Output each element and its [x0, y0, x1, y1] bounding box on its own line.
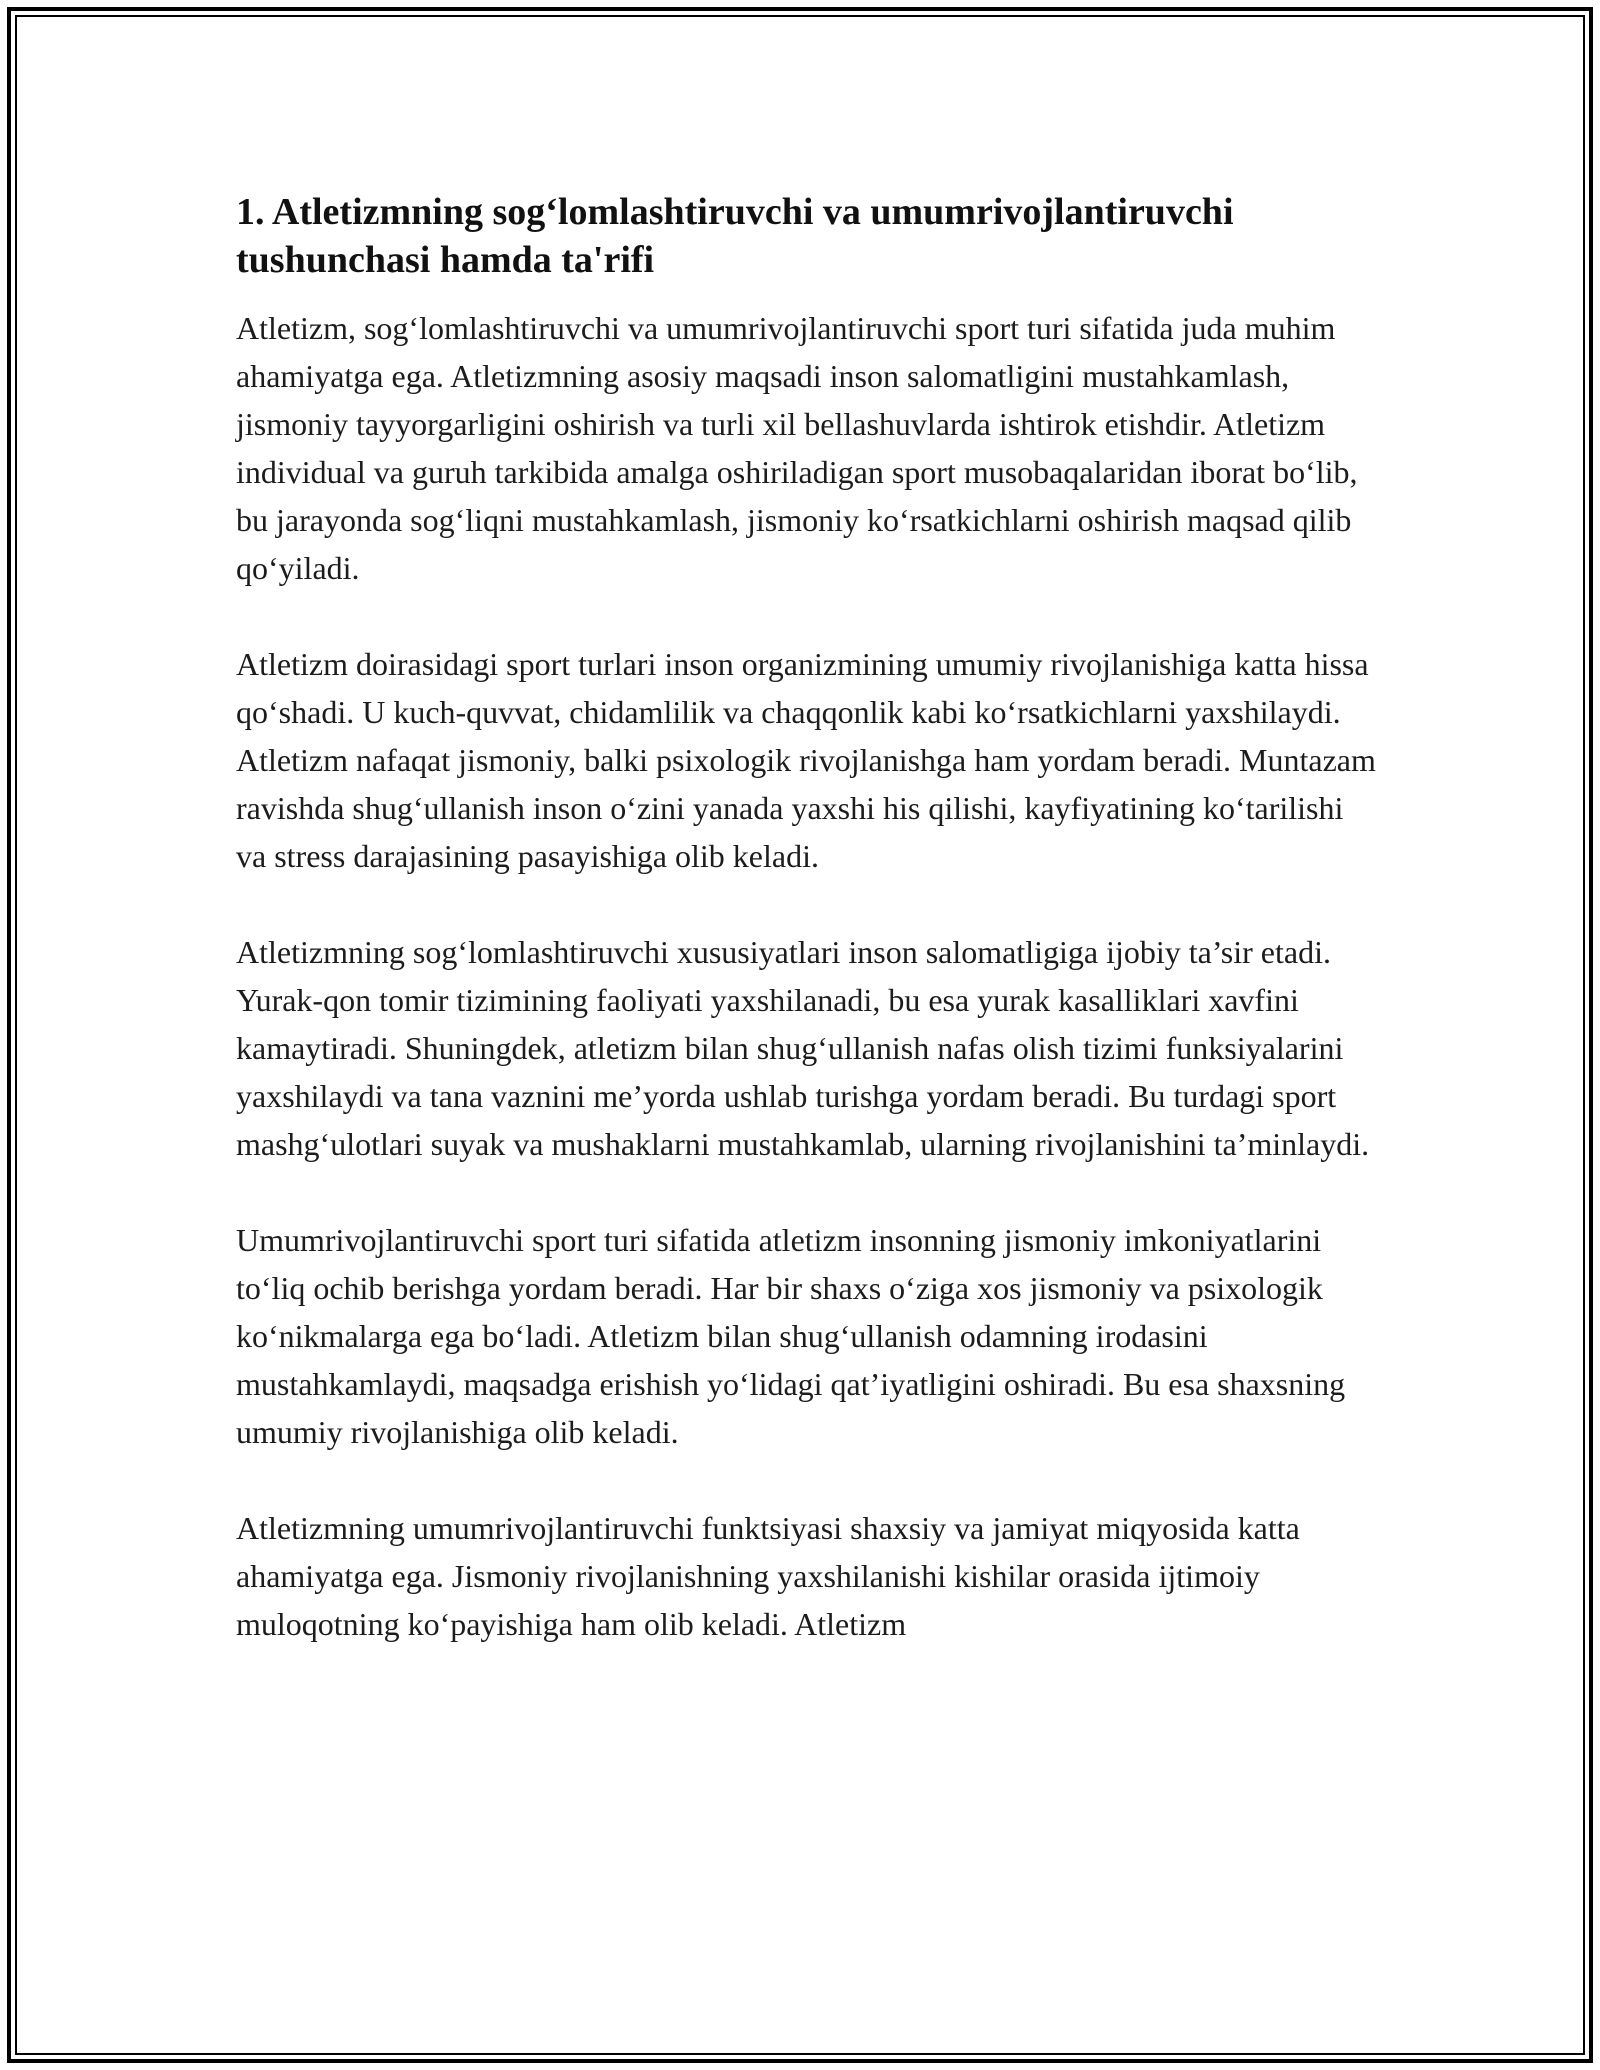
paragraph-3: Atletizmning sog‘lomlashtiruvchi xususiyatlari inson salomatligiga ijobiy ta’sir etadi. Yurak-qon tomir tizimining faoliyati yaxshilanadi, bu esa yurak kasalliklari xavfini kamaytiradi. Shuningdek, atletizm bilan shug‘ullanish nafas olish tizimi funksiyalarini yaxshilaydi va tana vaznini me’yorda ushlab turishga yordam beradi. Bu turdagi sport mashg‘ulotlari suyak va mushaklarni mustahkamlab, ularning rivojlanishini ta’minlaydi. — [236, 934, 1370, 1162]
document-body — [236, 188, 1376, 1696]
paragraph-4: Umumrivojlantiruvchi sport turi sifatida atletizm insonning jismoniy imkoniyatlarini to‘liq ochib berishga yordam beradi. Har bir shaxs o‘ziga xos jismoniy va psixologik ko‘nikmalarga ega bo‘ladi. Atletizm bilan shug‘ullanish odamning irodasini mustahkamlaydi, maqsadga erishish yo‘lidagi qat’iyatligini oshiradi. Bu esa shaxsning umumiy rivojlanishiga olib keladi. — [236, 1222, 1346, 1450]
paragraph-1: Atletizm, sog‘lomlashtiruvchi va umumrivojlantiruvchi sport turi sifatida juda muhim ahamiyatga ega. Atletizmning asosiy maqsadi inson salomatligini mustahkamlash, jismoniy tayyorgarligini oshirish va turli xil bellashuvlarda ishtirok etishdir. Atletizm individual va guruh tarkibida amalga oshiriladigan sport musobaqalaridan iborat bo‘lib, bu jarayonda sog‘liqni mustahkamlash, jismoniy ko‘rsatkichlarni oshirish maqsad qilib qo‘yiladi. — [236, 310, 1358, 586]
paragraph-5: Atletizmning umumrivojlantiruvchi funktsiyasi shaxsiy va jamiyat miqyosida katta ahamiyatga ega. Jismoniy rivojlanishning yaxshilanishi kishilar orasida ijtimoiy muloqotning ko‘payishiga ham olib keladi. Atletizm — [236, 1510, 1300, 1642]
section-heading: 1. Atletizmning sog‘lomlashtiruvchi va umumrivojlantiruvchi tushunchasi hamda ta'rifi — [236, 191, 1234, 281]
paragraph-2: Atletizm doirasidagi sport turlari inson organizmining umumiy rivojlanishiga katta hissa qo‘shadi. U kuch-quvvat, chidamlilik va chaqqonlik kabi ko‘rsatkichlarni yaxshilaydi. Atletizm nafaqat jismoniy, balki psixologik rivojlanishga ham yordam beradi. Muntazam ravishda shug‘ullanish inson o‘zini yanada yaxshi his qilishi, kayfiyatining ko‘tarilishi va stress darajasining pasayishiga olib keladi. — [236, 646, 1376, 874]
